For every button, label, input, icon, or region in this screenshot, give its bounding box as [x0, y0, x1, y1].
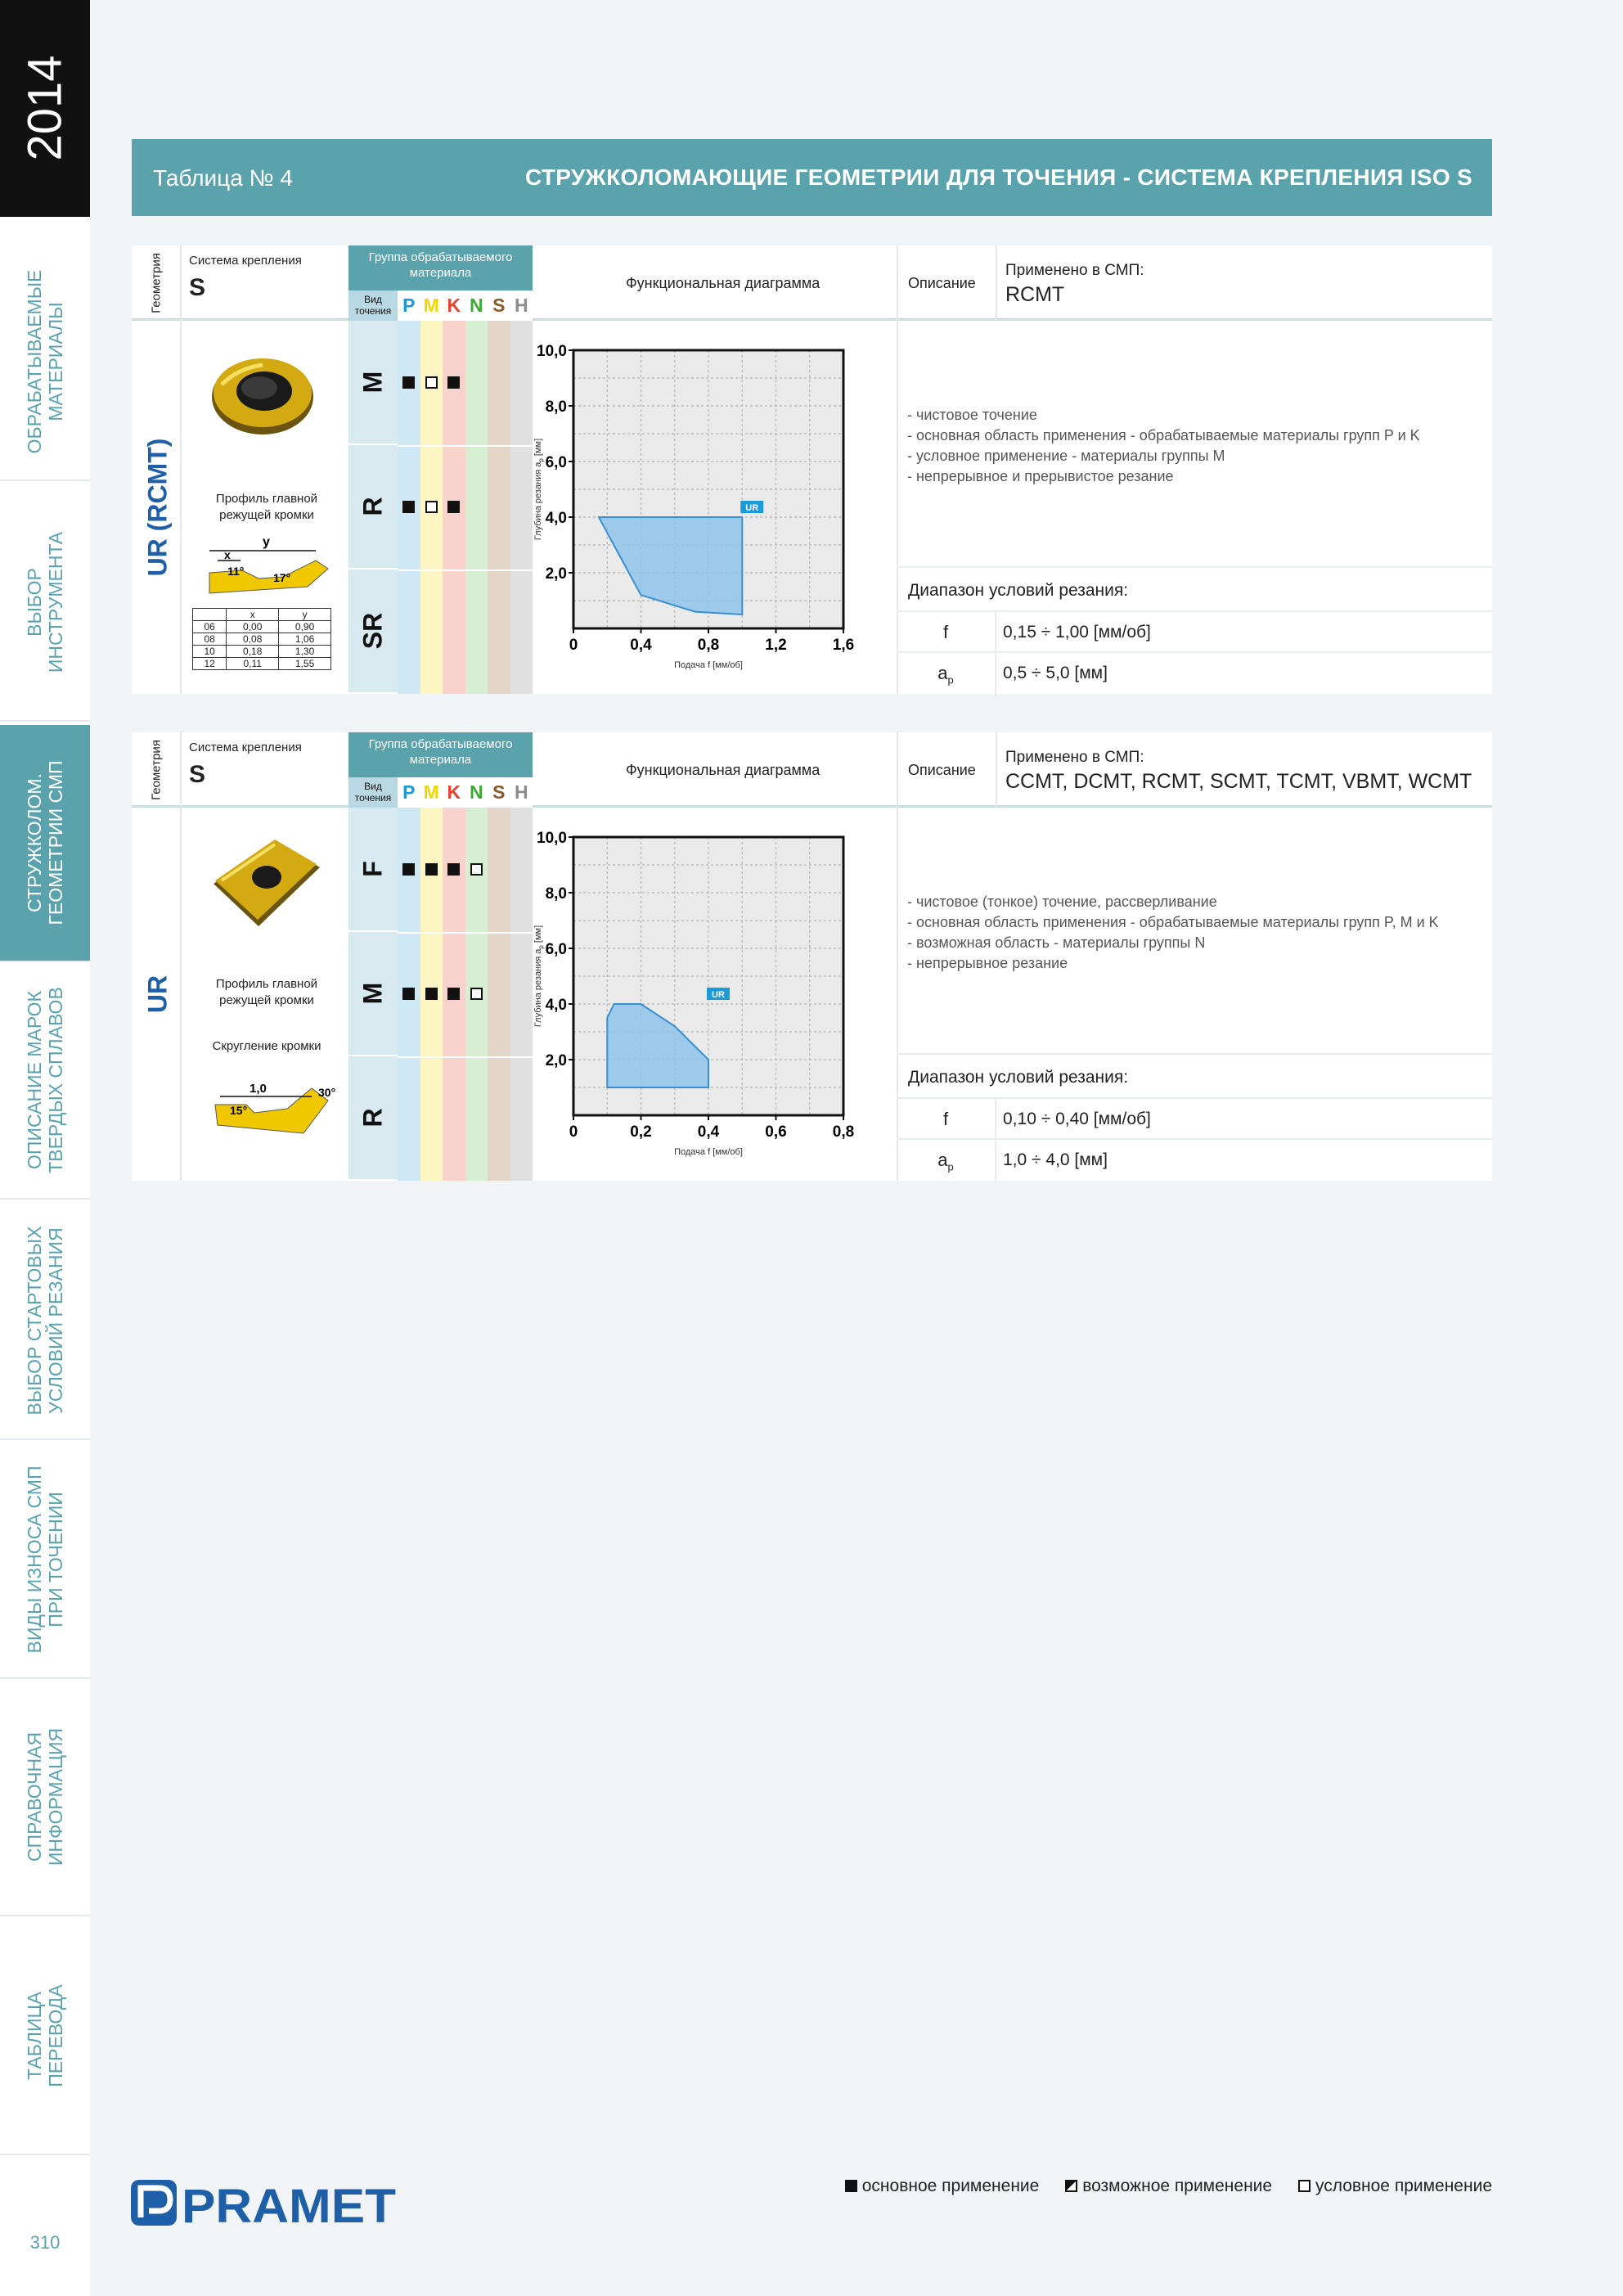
- legend-possible: возможное применение: [1065, 2177, 1272, 2195]
- rounding-angle-2: 30°: [318, 1086, 336, 1099]
- profile-table-cell: 0,00: [227, 621, 279, 633]
- material-group-label: Группа обрабатываемого материала: [368, 737, 513, 767]
- x-tick-label: 0,8: [697, 637, 720, 654]
- x-tick-label: 0: [569, 1123, 578, 1141]
- profile-angle-1: 11°: [227, 565, 245, 578]
- description-item: - непрерывное резание: [907, 955, 1068, 971]
- material-letters: [348, 777, 533, 808]
- applicability-mark-full: [447, 501, 460, 513]
- applicability-mark-empty: [425, 501, 438, 513]
- sidebar-tab-7[interactable]: [0, 1918, 90, 2155]
- material-group-label: Группа обрабатываемого материала: [368, 250, 513, 280]
- legend: [845, 2177, 1492, 2196]
- material-letter-S: S: [488, 290, 510, 321]
- profile-table: [192, 608, 331, 670]
- material-letter-M: M: [420, 290, 443, 321]
- sidebar-tab-1[interactable]: [0, 484, 90, 722]
- profile-table-row: [193, 646, 331, 658]
- mode-row-SR: [348, 569, 398, 694]
- applicability-mark-full: [402, 988, 415, 1000]
- material-letter-N: N: [465, 777, 488, 808]
- range-ap-label: $a_p$: [937, 663, 954, 687]
- applicability-mark-full: [447, 863, 460, 876]
- applicability-mark-empty: [470, 863, 483, 876]
- profile-x-label: x: [224, 548, 231, 561]
- legend-conditional: условное применение: [1298, 2177, 1492, 2195]
- geometry-section-ur: [132, 732, 1492, 1181]
- range-ap-label: $a_p$: [937, 1150, 954, 1173]
- insert-image: [205, 352, 320, 442]
- sidebar-tab-5[interactable]: [0, 1442, 90, 1679]
- description-item: - возможная область - материалы группы N: [907, 934, 1206, 951]
- x-axis-label: Подача f [мм/об]: [674, 1147, 743, 1157]
- range-row-f: [897, 610, 1492, 651]
- material-column-H: [510, 808, 533, 1181]
- range-f-value: 0,10 ÷ 0,40 [мм/об]: [1003, 1110, 1151, 1128]
- y-tick-label: 4,0: [545, 997, 567, 1014]
- range-row-f: [897, 1097, 1492, 1138]
- x-tick-label: 0,4: [697, 1123, 720, 1141]
- mode-label: R: [357, 1108, 388, 1128]
- material-letter-K: K: [443, 777, 465, 808]
- geometry-col-label: Геометрия: [149, 740, 164, 800]
- applied-label: Применено в СМП:: [1005, 262, 1144, 279]
- sidebar-tab-4[interactable]: [0, 1203, 90, 1440]
- description-item: - чистовое (тонкое) точение, рассверливание: [907, 894, 1217, 910]
- range-row-ap: [897, 1138, 1492, 1181]
- sidebar-tab-label: ОБРАБАТЫВАЕМЫЕ МАТЕРИАЛЫ: [24, 269, 66, 454]
- mode-row-F: [348, 808, 398, 932]
- profile-label: Профиль главной режущей кромки: [215, 977, 318, 1007]
- description-label: Описание: [908, 275, 976, 291]
- applicability-mark-empty: [470, 988, 483, 1000]
- material-column-H: [510, 321, 533, 694]
- material-column-S: [488, 808, 510, 1181]
- material-letter-K: K: [443, 290, 465, 321]
- y-tick-label: 6,0: [545, 454, 567, 471]
- applicability-mark-full: [402, 501, 415, 513]
- y-tick-label: 2,0: [545, 1052, 567, 1069]
- edge-rounding-drawing: [197, 1064, 344, 1154]
- x-tick-label: 1,6: [832, 637, 855, 654]
- geometry-section-rcmt: [132, 245, 1492, 694]
- profile-table-row: [193, 621, 331, 633]
- y-tick-label: 2,0: [545, 565, 567, 583]
- pramet-logo: [131, 2177, 401, 2229]
- profile-table-row: [193, 633, 331, 646]
- description-item: - основная область применения - обрабатываемые материалы групп P, M и K: [907, 914, 1439, 930]
- year-box: [0, 0, 90, 217]
- mode-label: F: [357, 861, 388, 877]
- section-header-row: [132, 245, 1492, 321]
- profile-table-cell: 06: [193, 621, 227, 633]
- y-tick-label: 8,0: [545, 885, 567, 903]
- rounding-width-label: 1,0: [250, 1082, 267, 1096]
- applied-value: RCMT: [1005, 283, 1065, 306]
- x-tick-label: 1,2: [765, 637, 787, 654]
- applicability-mark-full: [402, 863, 415, 876]
- year-label: 2014: [18, 55, 72, 161]
- profile-table-cell: 0,18: [227, 646, 279, 658]
- rounding-angle-1: 15°: [230, 1104, 248, 1117]
- system-value: S: [189, 274, 206, 301]
- material-letters: [348, 290, 533, 321]
- description-label: Описание: [908, 762, 976, 778]
- profile-table-cell: 0,11: [227, 658, 279, 670]
- sidebar-tab-label: ВИДЫ ИЗНОСА СМП ПРИ ТОЧЕНИИ: [24, 1465, 66, 1654]
- mode-label: SR: [357, 612, 388, 650]
- system-value: S: [189, 761, 206, 788]
- description-list: [907, 405, 1420, 487]
- material-letter-P: P: [398, 290, 420, 321]
- range-title: Диапазон условий резания:: [908, 581, 1129, 600]
- mode-label: R: [357, 497, 388, 516]
- half-square-icon: [1065, 2180, 1077, 2192]
- function-diagram-2: [531, 822, 891, 1174]
- sidebar-tab-0[interactable]: [0, 244, 90, 481]
- system-label: Система крепления: [189, 741, 302, 754]
- material-column-S: [488, 321, 510, 694]
- applicability-mark-full: [425, 863, 438, 876]
- sidebar-tab-6[interactable]: [0, 1679, 90, 1916]
- profile-table-cell: 10: [193, 646, 227, 658]
- logo-text: PRAMET: [182, 2180, 396, 2229]
- edge-profile-drawing: [193, 528, 340, 597]
- page-number: 310: [29, 2232, 61, 2253]
- sidebar-tab-label: ОПИСАНИЕ МАРОК ТВЕРДЫХ СПЛАВОВ: [24, 987, 66, 1173]
- geometry-name: UR (RCMT): [142, 438, 173, 577]
- x-tick-label: 0: [569, 637, 578, 654]
- insert-image: [205, 835, 328, 933]
- description-item: - непрерывное и прерывистое резание: [907, 468, 1174, 484]
- range-f-label: f: [942, 622, 949, 642]
- profile-table-cell: y: [279, 609, 331, 621]
- mode-label: M: [357, 371, 388, 394]
- profile-label: Профиль главной режущей кромки: [215, 492, 318, 522]
- applicability-mark-full: [447, 988, 460, 1000]
- profile-table-cell: 1,06: [279, 633, 331, 646]
- range-f-value: 0,15 ÷ 1,00 [мм/об]: [1003, 623, 1151, 642]
- series-tag-label: UR: [745, 503, 759, 513]
- material-column-N: [465, 321, 488, 694]
- x-tick-label: 0,2: [630, 1123, 652, 1141]
- description-item: - условное применение - материалы группы M: [907, 448, 1225, 464]
- profile-table-row: [193, 658, 331, 670]
- mode-row-M: [348, 932, 398, 1056]
- empty-square-icon: [1298, 2180, 1311, 2192]
- profile-y-label: y: [263, 535, 270, 549]
- description-item: - чистовое точение: [907, 407, 1037, 423]
- x-axis-label: Подача f [мм/об]: [674, 660, 743, 670]
- profile-table-cell: [193, 609, 227, 621]
- sidebar-tab-3[interactable]: [0, 962, 90, 1200]
- range-f-label: f: [942, 1109, 949, 1129]
- applicability-mark-empty: [425, 376, 438, 389]
- material-letter-S: S: [488, 777, 510, 808]
- y-tick-label: 4,0: [545, 510, 567, 527]
- x-tick-label: 0,6: [765, 1123, 787, 1141]
- function-diagram-1: [531, 335, 891, 687]
- x-tick-label: 0,4: [630, 637, 652, 654]
- material-letter-N: N: [465, 290, 488, 321]
- mode-row-R: [348, 445, 398, 569]
- table-label: Таблица № 4: [153, 165, 293, 191]
- mode-col-label: Вид точения: [348, 290, 398, 321]
- rounding-label: Скругление кромки: [212, 1039, 321, 1053]
- material-letter-M: M: [420, 777, 443, 808]
- range-ap-value: 0,5 ÷ 5,0 [мм]: [1003, 664, 1108, 682]
- x-tick-label: 0,8: [832, 1123, 855, 1141]
- profile-angle-2: 17°: [273, 571, 291, 584]
- applicability-mark-full: [425, 988, 438, 1000]
- material-letter-P: P: [398, 777, 420, 808]
- material-group-header: [348, 245, 533, 321]
- description-item: - основная область применения - обрабатываемые материалы групп P и K: [907, 427, 1420, 443]
- full-square-icon: [845, 2180, 857, 2192]
- profile-table-cell: x: [227, 609, 279, 621]
- mode-row-R: [348, 1056, 398, 1181]
- y-tick-label: 10,0: [537, 830, 567, 847]
- profile-table-cell: 12: [193, 658, 227, 670]
- page-title: СТРУЖКОЛОМАЮЩИЕ ГЕОМЕТРИИ ДЛЯ ТОЧЕНИЯ - СИСТЕМА КРЕПЛЕНИЯ ISO S: [524, 164, 1472, 190]
- profile-table-cell: 1,55: [279, 658, 331, 670]
- geometry-name: UR: [142, 975, 173, 1014]
- sidebar-tab-label: ТАБЛИЦА ПЕРЕВОДА: [24, 1984, 66, 2087]
- mode-row-M: [348, 321, 398, 445]
- sidebar-tab-label: СТРУЖКОЛОМ. ГЕОМЕТРИИ СМП: [24, 760, 66, 925]
- sidebar-tab-2[interactable]: [0, 725, 90, 962]
- material-group-header: [348, 732, 533, 808]
- y-tick-label: 6,0: [545, 941, 567, 958]
- range-title: Диапазон условий резания:: [908, 1068, 1129, 1087]
- section-header-row: [132, 732, 1492, 808]
- material-letter-H: H: [510, 777, 533, 808]
- range-ap-value: 1,0 ÷ 4,0 [мм]: [1003, 1150, 1108, 1169]
- y-axis-label: Глубина резания $a_p$ [мм]: [533, 438, 545, 541]
- legend-main: основное применение: [845, 2177, 1040, 2195]
- applied-value: CCMT, DCMT, RCMT, SCMT, TCMT, VBMT, WCMT: [1005, 770, 1472, 793]
- sidebar-tab-label: ВЫБОР ИНСТРУМЕНТА: [24, 531, 66, 673]
- profile-table-cell: 0,90: [279, 621, 331, 633]
- system-label: Система крепления: [189, 254, 302, 268]
- profile-table-cell: 08: [193, 633, 227, 646]
- applied-label: Применено в СМП:: [1005, 749, 1144, 766]
- mode-label: M: [357, 982, 388, 1005]
- geometry-col-label: Геометрия: [149, 253, 164, 313]
- y-tick-label: 8,0: [545, 398, 567, 416]
- diagram-label: Функциональная диаграмма: [626, 275, 820, 291]
- applicability-mark-full: [447, 376, 460, 389]
- description-list: [907, 892, 1439, 974]
- sidebar: [0, 0, 90, 2296]
- applicability-mark-full: [402, 376, 415, 389]
- sidebar-tab-label: ВЫБОР СТАРТОВЫХ УСЛОВИЙ РЕЗАНИЯ: [24, 1226, 66, 1416]
- mode-col-label: Вид точения: [348, 777, 398, 808]
- sidebar-tab-label: СПРАВОЧНАЯ ИНФОРМАЦИЯ: [24, 1727, 66, 1866]
- y-tick-label: 10,0: [537, 343, 567, 360]
- profile-table-cell: 0,08: [227, 633, 279, 646]
- profile-table-cell: 1,30: [279, 646, 331, 658]
- y-axis-label: Глубина резания $a_p$ [мм]: [533, 925, 545, 1028]
- diagram-label: Функциональная диаграмма: [626, 762, 820, 778]
- material-letter-H: H: [510, 290, 533, 321]
- range-row-ap: [897, 651, 1492, 694]
- table-header-bar: [132, 139, 1492, 216]
- series-tag-label: UR: [712, 990, 725, 1000]
